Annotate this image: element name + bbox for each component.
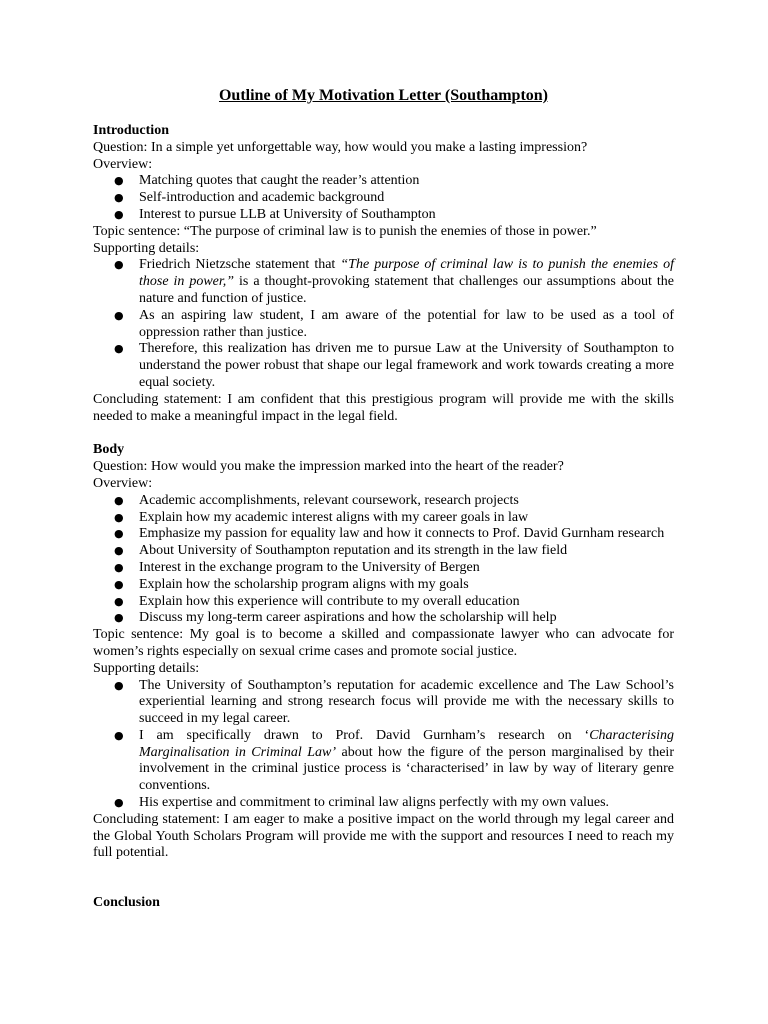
list-item: ● Friedrich Nietzsche statement that “The purpose of criminal law is to punish the enemies of those in power,” is a thought-provoking statement that challenges our assumptions about the nature and function of justice.: [114, 257, 675, 306]
bullet-icon: ●: [114, 207, 124, 221]
list-item: ● The University of Southampton’s reputation for academic excellence and The Law School’s experiential learning and strong research focus will provide me with the necessary skills to succeed in my legal career.: [114, 677, 674, 727]
bullet-icon: ●: [114, 308, 124, 322]
bullet-icon: ●: [114, 728, 124, 742]
bullet-icon: ●: [114, 174, 124, 188]
intro-overview-list: [93, 173, 674, 223]
bullet-icon: ●: [114, 527, 124, 541]
intro-supporting-label: Supporting details:: [93, 240, 200, 256]
bullet-icon: ●: [114, 678, 124, 692]
section-spacer: [93, 425, 674, 442]
intro-supporting-list: [93, 257, 674, 391]
list-item: ● I am specifically drawn to Prof. David Gurnham’s research on ‘Characterising Marginalisation in Criminal Law’ about how the figure of the person marginalised by their involvement in the criminal justice process is ‘characterised’ in law by way of literary genre conventions.: [114, 727, 674, 794]
body-supporting-label: Supporting details:: [93, 660, 200, 676]
body-concluding-statement: Concluding statement: I am eager to make a positive impact on the world through my legal career and the Global Youth Scholars Program will provide me with the support and resources I need to reach my full potential.: [93, 811, 674, 861]
list-item: ● Discuss my long-term career aspirations and how the scholarship will help: [114, 610, 557, 626]
nietzsche-quote: “The purpose of criminal law is to punish the enemies of those in power,”: [139, 257, 675, 290]
bullet-icon: ●: [114, 796, 124, 810]
body-overview-list: [93, 493, 674, 627]
body-overview-label: Overview:: [93, 475, 153, 491]
conclusion-heading: Conclusion: [93, 895, 160, 911]
body-question: Question: How would you make the impression marked into the heart of the reader?: [93, 459, 564, 475]
list-item: ● Interest in the exchange program to the University of Bergen: [114, 559, 480, 575]
list-item: ● Therefore, this realization has driven me to pursue Law at the University of Southampton to understand the power robust that shape our legal framework and work towards creating a more equal society.: [114, 341, 674, 390]
list-item: ● Emphasize my passion for equality law and how it connects to Prof. David Gurnham research: [114, 526, 665, 542]
research-title: Characterising Marginalisation in Criminal Law’: [139, 727, 674, 760]
intro-overview-label: Overview:: [93, 156, 153, 172]
list-item: ● Matching quotes that caught the reader’s attention: [114, 173, 420, 189]
body-topic-sentence: Topic sentence: My goal is to become a skilled and compassionate lawyer who can advocate for women’s rights especially on sexual crime cases and promote social justice.: [93, 627, 674, 659]
list-item: ● About University of Southampton reputation and its strength in the law field: [114, 543, 568, 559]
list-item: ● Explain how the scholarship program aligns with my goals: [114, 576, 469, 592]
document-title: Outline of My Motivation Letter (Southampton): [218, 87, 548, 104]
section-spacer: [93, 862, 674, 895]
document-page: [93, 86, 674, 912]
list-item: ● His expertise and commitment to criminal law aligns perfectly with my own values.: [114, 795, 610, 811]
list-item: ● Explain how this experience will contribute to my overall education: [114, 593, 520, 609]
list-item: ● As an aspiring law student, I am aware of the potential for law to be used as a tool of oppression rather than justice.: [114, 307, 674, 340]
intro-topic-sentence: Topic sentence: “The purpose of criminal law is to punish the enemies of those in power.”: [93, 223, 597, 239]
list-item: ● Interest to pursue LLB at University of Southampton: [114, 206, 436, 222]
bullet-icon: ●: [114, 510, 124, 524]
body-supporting-list: [93, 678, 674, 812]
intro-heading: Introduction: [93, 123, 169, 138]
bullet-icon: ●: [114, 493, 124, 507]
list-item: ● Academic accomplishments, relevant coursework, research projects: [114, 492, 519, 508]
bullet-icon: ●: [114, 191, 124, 205]
intro-question: Question: In a simple yet unforgettable way, how would you make a lasting impression?: [93, 139, 588, 155]
bullet-icon: ●: [114, 611, 124, 625]
list-item: ● Self-introduction and academic background: [114, 190, 385, 206]
bullet-icon: ●: [114, 594, 124, 608]
intro-concluding-statement: Concluding statement: I am confident that this prestigious program will provide me with the skills needed to make a meaningful impact in the legal field.: [93, 391, 674, 424]
body-heading: Body: [93, 442, 125, 458]
bullet-icon: ●: [114, 577, 124, 591]
list-item: ● Explain how my academic interest aligns with my career goals in law: [114, 509, 529, 525]
bullet-icon: ●: [114, 342, 124, 356]
bullet-icon: ●: [114, 560, 124, 574]
bullet-icon: ●: [114, 258, 124, 272]
bullet-icon: ●: [114, 544, 124, 558]
